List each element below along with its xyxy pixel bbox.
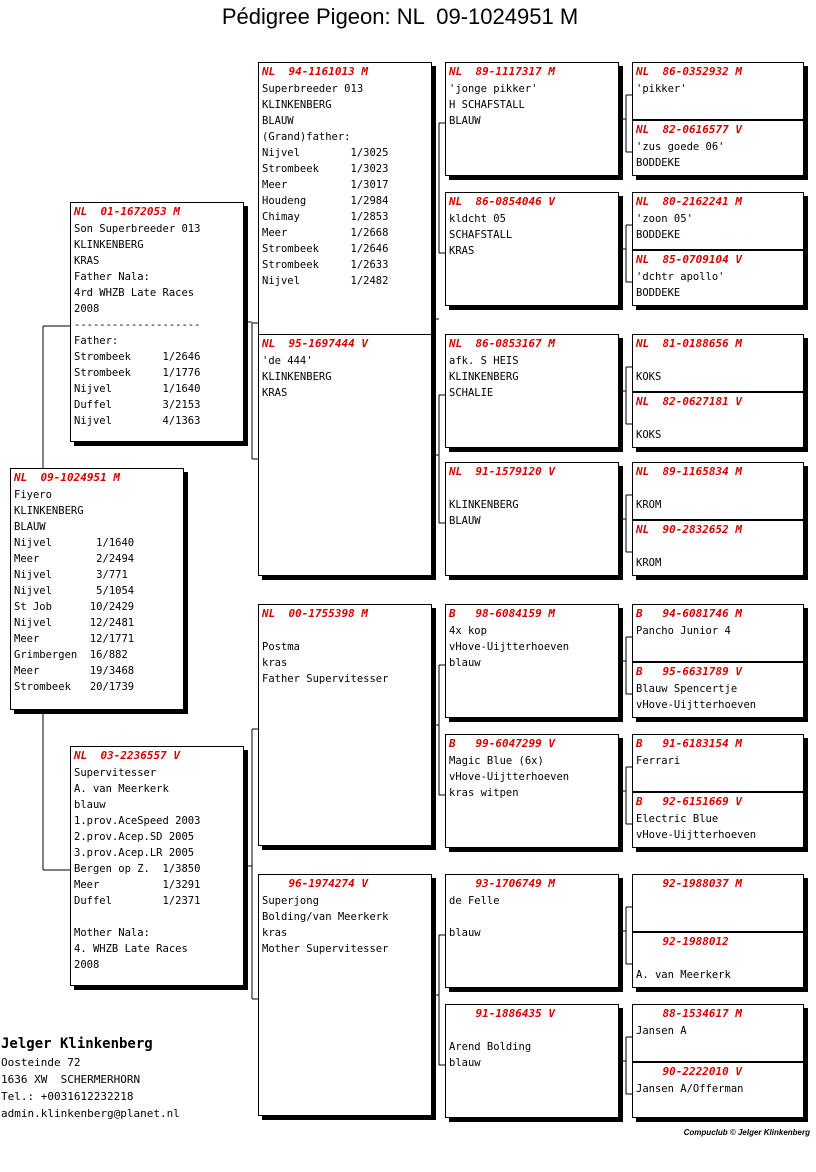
detail-line: SCHAFSTALL: [449, 229, 513, 241]
detail-line: vHove-Uijtterhoeven: [636, 699, 757, 711]
footer-credit: Compuclub © Jelger Klinkenberg: [683, 1128, 810, 1137]
detail-line: Electric Blue: [636, 813, 719, 825]
pigeon-card-g8: [632, 520, 804, 576]
detail-line: Strombeek 1/2633: [262, 259, 389, 271]
pigeon-card-ffm: [445, 192, 619, 306]
owner-address: Oosteinde 72: [1, 1056, 81, 1069]
detail-line: 2008: [74, 303, 100, 315]
detail-line: KRAS: [262, 387, 288, 399]
pigeon-card-mm: [258, 874, 432, 1116]
detail-line: Nijvel 1/1640: [14, 537, 135, 549]
detail-line: (Grand)father:: [262, 131, 351, 143]
detail-line: Strombeek 1/2646: [262, 243, 389, 255]
pigeon-card-f: [70, 202, 244, 442]
ring-number: B 95-6631789 V: [636, 665, 742, 678]
ring-number: 91-1886435 V: [449, 1007, 555, 1020]
detail-line: kras witpen: [449, 787, 519, 799]
ring-number: 90-2222010 V: [636, 1065, 742, 1078]
detail-line: Chimay 1/2853: [262, 211, 389, 223]
ring-number: NL 82-0627181 V: [636, 395, 742, 408]
detail-line: [636, 539, 803, 555]
detail-line: 'jonge pikker': [449, 83, 538, 95]
detail-line: KOKS: [636, 429, 662, 441]
ring-number: NL 89-1165834 M: [636, 465, 742, 478]
detail-line: Fiyero: [14, 489, 52, 501]
detail-line: Arend Bolding: [449, 1041, 532, 1053]
pigeon-card-s: [10, 468, 184, 710]
pigeon-details: [446, 1023, 618, 1071]
pigeon-card-g11: [632, 734, 804, 792]
owner-block: [1, 1034, 180, 1122]
detail-line: Father Nala:: [74, 271, 150, 283]
detail-line: kras: [262, 927, 288, 939]
pigeon-card-mmm: [445, 1004, 619, 1118]
detail-line: Ferrari: [636, 755, 681, 767]
ring-number: B 98-6084159 M: [449, 607, 555, 620]
detail-line: KLINKENBERG: [262, 371, 332, 383]
detail-line: BLAUW: [449, 115, 481, 127]
pigeon-details: [259, 81, 431, 289]
detail-line: Meer 1/2668: [262, 227, 389, 239]
detail-line: [262, 623, 431, 639]
detail-line: Nijvel 5/1054: [14, 585, 135, 597]
detail-line: 'pikker': [636, 83, 687, 95]
detail-line: Nijvel 12/2481: [14, 617, 135, 629]
pigeon-details: [446, 211, 618, 259]
detail-line: vHove-Uijtterhoeven: [449, 771, 570, 783]
detail-line: [636, 893, 803, 909]
pigeon-details: [633, 539, 803, 571]
detail-line: A. van Meerkerk: [636, 969, 731, 981]
ring-number: NL 85-0709104 V: [636, 253, 742, 266]
pigeon-card-fmm: [445, 462, 619, 576]
detail-line: SCHALIE: [449, 387, 494, 399]
pigeon-card-mfm: [445, 734, 619, 848]
pigeon-card-g12: [632, 792, 804, 848]
pigeon-card-fm: [258, 334, 432, 576]
detail-line: Magic Blue (6x): [449, 755, 544, 767]
detail-line: Strombeek 20/1739: [14, 681, 135, 693]
detail-line: Meer 12/1771: [14, 633, 135, 645]
pigeon-card-g13: [632, 874, 804, 932]
pigeon-details: [11, 487, 183, 695]
pigeon-details: [633, 1081, 803, 1097]
ring-number: NL 86-0853167 M: [449, 337, 555, 350]
pigeon-card-g14: [632, 932, 804, 988]
detail-line: Pancho Junior 4: [636, 625, 731, 637]
detail-line: kldcht 05: [449, 213, 506, 225]
ring-number: NL 89-1117317 M: [449, 65, 555, 78]
detail-line: BODDEKE: [636, 157, 681, 169]
detail-line: [636, 411, 803, 427]
detail-line: [636, 353, 803, 369]
ring-number: NL 09-1024951 M: [14, 471, 120, 484]
detail-line: [449, 909, 618, 925]
ring-number: NL 81-0188656 M: [636, 337, 742, 350]
pigeon-details: [633, 1023, 803, 1039]
pigeon-details: [633, 481, 803, 513]
detail-line: 3.prov.Acep.LR 2005: [74, 847, 195, 859]
detail-line: KOKS: [636, 371, 662, 383]
detail-line: [449, 481, 618, 497]
detail-line: Nijvel 1/3025: [262, 147, 389, 159]
owner-email[interactable]: admin.klinkenberg@planet.nl: [1, 1107, 180, 1120]
pigeon-details: [446, 623, 618, 671]
ring-number: 88-1534617 M: [636, 1007, 742, 1020]
detail-line: 2008: [74, 959, 100, 971]
detail-line: KRAS: [74, 255, 100, 267]
pigeon-card-mff: [445, 604, 619, 718]
pigeon-card-g15: [632, 1004, 804, 1062]
pigeon-details: [259, 623, 431, 687]
pigeon-card-g3: [632, 192, 804, 250]
detail-line: afk. S HEIS: [449, 355, 519, 367]
detail-line: Supervitesser: [74, 767, 157, 779]
pigeon-details: [633, 353, 803, 385]
detail-line: [636, 909, 803, 925]
detail-line: --------------------: [74, 319, 201, 331]
detail-line: KLINKENBERG: [262, 99, 332, 111]
detail-line: KRAS: [449, 245, 475, 257]
ring-number: NL 86-0854046 V: [449, 195, 555, 208]
ring-number: NL 80-2162241 M: [636, 195, 742, 208]
owner-postal: 1636 XW SCHERMERHORN: [1, 1073, 141, 1086]
detail-line: vHove-Uijtterhoeven: [636, 829, 757, 841]
detail-line: kras: [262, 657, 288, 669]
pigeon-card-mmf: [445, 874, 619, 988]
detail-line: blauw: [449, 657, 481, 669]
ring-number: B 99-6047299 V: [449, 737, 555, 750]
pigeon-card-m: [70, 746, 244, 986]
detail-line: KROM: [636, 557, 662, 569]
detail-line: blauw: [449, 927, 481, 939]
detail-line: Father:: [74, 335, 119, 347]
ring-number: NL 86-0352932 M: [636, 65, 742, 78]
detail-line: St Job 10/2429: [14, 601, 135, 613]
pigeon-details: [633, 951, 803, 983]
pigeon-details: [633, 211, 803, 243]
pigeon-details: [633, 753, 803, 769]
detail-line: [636, 481, 803, 497]
pigeon-card-g7: [632, 462, 804, 520]
detail-line: [636, 951, 803, 967]
detail-line: A. van Meerkerk: [74, 783, 169, 795]
detail-line: H SCHAFSTALL: [449, 99, 525, 111]
pigeon-card-g4: [632, 250, 804, 306]
detail-line: Duffel 3/2153: [74, 399, 201, 411]
detail-line: Mother Supervitesser: [262, 943, 389, 955]
pigeon-card-g16: [632, 1062, 804, 1118]
detail-line: 4rd WHZB Late Races: [74, 287, 195, 299]
detail-line: Meer 19/3468: [14, 665, 135, 677]
detail-line: 4x kop: [449, 625, 487, 637]
detail-line: 4. WHZB Late Races: [74, 943, 188, 955]
detail-line: 'dchtr apollo': [636, 271, 725, 283]
detail-line: BLAUW: [262, 115, 294, 127]
pigeon-card-mf: [258, 604, 432, 846]
detail-line: Strombeek 1/2646: [74, 351, 201, 363]
detail-line: Grimbergen 16/882: [14, 649, 128, 661]
pigeon-details: [259, 893, 431, 957]
detail-line: 2.prov.Acep.SD 2005: [74, 831, 195, 843]
pigeon-card-g1: [632, 62, 804, 120]
pigeon-card-g6: [632, 392, 804, 448]
detail-line: KROM: [636, 499, 662, 511]
ring-number: NL 95-1697444 V: [262, 337, 368, 350]
pigeon-details: [446, 893, 618, 941]
pigeon-card-g10: [632, 662, 804, 718]
detail-line: BLAUW: [449, 515, 481, 527]
pigeon-card-g9: [632, 604, 804, 662]
detail-line: KLINKENBERG: [449, 499, 519, 511]
pigeon-details: [446, 353, 618, 401]
pigeon-details: [633, 623, 803, 639]
detail-line: Nijvel 3/771: [14, 569, 128, 581]
detail-line: Duffel 1/2371: [74, 895, 201, 907]
detail-line: Jansen A: [636, 1025, 687, 1037]
owner-phone: Tel.: +0031612232218: [1, 1090, 134, 1103]
detail-line: Blauw Spencertje: [636, 683, 738, 695]
ring-number: 92-1988012: [636, 935, 729, 948]
detail-line: Meer 2/2494: [14, 553, 135, 565]
detail-line: Superbreeder 013: [262, 83, 364, 95]
detail-line: [449, 1023, 618, 1039]
detail-line: blauw: [74, 799, 106, 811]
detail-line: KLINKENBERG: [449, 371, 519, 383]
ring-number: NL 03-2236557 V: [74, 749, 180, 762]
pigeon-card-g5: [632, 334, 804, 392]
detail-line: Bergen op Z. 1/3850: [74, 863, 201, 875]
detail-line: Father Supervitesser: [262, 673, 389, 685]
pigeon-details: [633, 269, 803, 301]
detail-line: Bolding/van Meerkerk: [262, 911, 389, 923]
detail-line: Son Superbreeder 013: [74, 223, 201, 235]
detail-line: 1.prov.AceSpeed 2003: [74, 815, 201, 827]
pigeon-details: [71, 221, 243, 429]
pigeon-card-g2: [632, 120, 804, 176]
detail-line: blauw: [449, 1057, 481, 1069]
ring-number: NL 90-2832652 M: [636, 523, 742, 536]
pigeon-details: [71, 765, 243, 973]
pigeon-details: [633, 81, 803, 97]
owner-name: Jelger Klinkenberg: [1, 1036, 153, 1052]
detail-line: Strombeek 1/1776: [74, 367, 201, 379]
pigeon-card-fmf: [445, 334, 619, 448]
pigeon-details: [633, 893, 803, 925]
detail-line: BODDEKE: [636, 229, 681, 241]
pigeon-details: [446, 753, 618, 801]
detail-line: Jansen A/Offerman: [636, 1083, 744, 1095]
ring-number: B 94-6081746 M: [636, 607, 742, 620]
detail-line: Houdeng 1/2984: [262, 195, 389, 207]
detail-line: Meer 1/3017: [262, 179, 389, 191]
detail-line: Nijvel 1/2482: [262, 275, 389, 287]
ring-number: 96-1974274 V: [262, 877, 368, 890]
detail-line: Meer 1/3291: [74, 879, 201, 891]
pigeon-details: [633, 411, 803, 443]
detail-line: Nijvel 1/1640: [74, 383, 201, 395]
pigeon-details: [259, 353, 431, 401]
page-title: Pédigree Pigeon: NL 09-1024951 M: [221, 4, 579, 29]
pigeon-details: [633, 139, 803, 171]
detail-line: Superjong: [262, 895, 319, 907]
detail-line: [74, 909, 243, 925]
ring-number: NL 94-1161013 M: [262, 65, 368, 78]
detail-line: BLAUW: [14, 521, 46, 533]
detail-line: Strombeek 1/3023: [262, 163, 389, 175]
detail-line: 'de 444': [262, 355, 313, 367]
detail-line: KLINKENBERG: [74, 239, 144, 251]
ring-number: B 91-6183154 M: [636, 737, 742, 750]
detail-line: Postma: [262, 641, 300, 653]
ring-number: 93-1706749 M: [449, 877, 555, 890]
ring-number: NL 82-0616577 V: [636, 123, 742, 136]
detail-line: KLINKENBERG: [14, 505, 84, 517]
ring-number: NL 91-1579120 V: [449, 465, 555, 478]
detail-line: 'zus goede 06': [636, 141, 725, 153]
pigeon-details: [446, 481, 618, 529]
detail-line: vHove-Uijtterhoeven: [449, 641, 570, 653]
pigeon-details: [446, 81, 618, 129]
detail-line: 'zoon 05': [636, 213, 693, 225]
ring-number: B 92-6151669 V: [636, 795, 742, 808]
detail-line: Mother Nala:: [74, 927, 150, 939]
pigeon-details: [633, 681, 803, 713]
detail-line: Nijvel 4/1363: [74, 415, 201, 427]
pigeon-details: [633, 811, 803, 843]
ring-number: NL 00-1755398 M: [262, 607, 368, 620]
detail-line: BODDEKE: [636, 287, 681, 299]
detail-line: de Felle: [449, 895, 500, 907]
ring-number: NL 01-1672053 M: [74, 205, 180, 218]
pigeon-card-fff: [445, 62, 619, 176]
ring-number: 92-1988037 M: [636, 877, 742, 890]
